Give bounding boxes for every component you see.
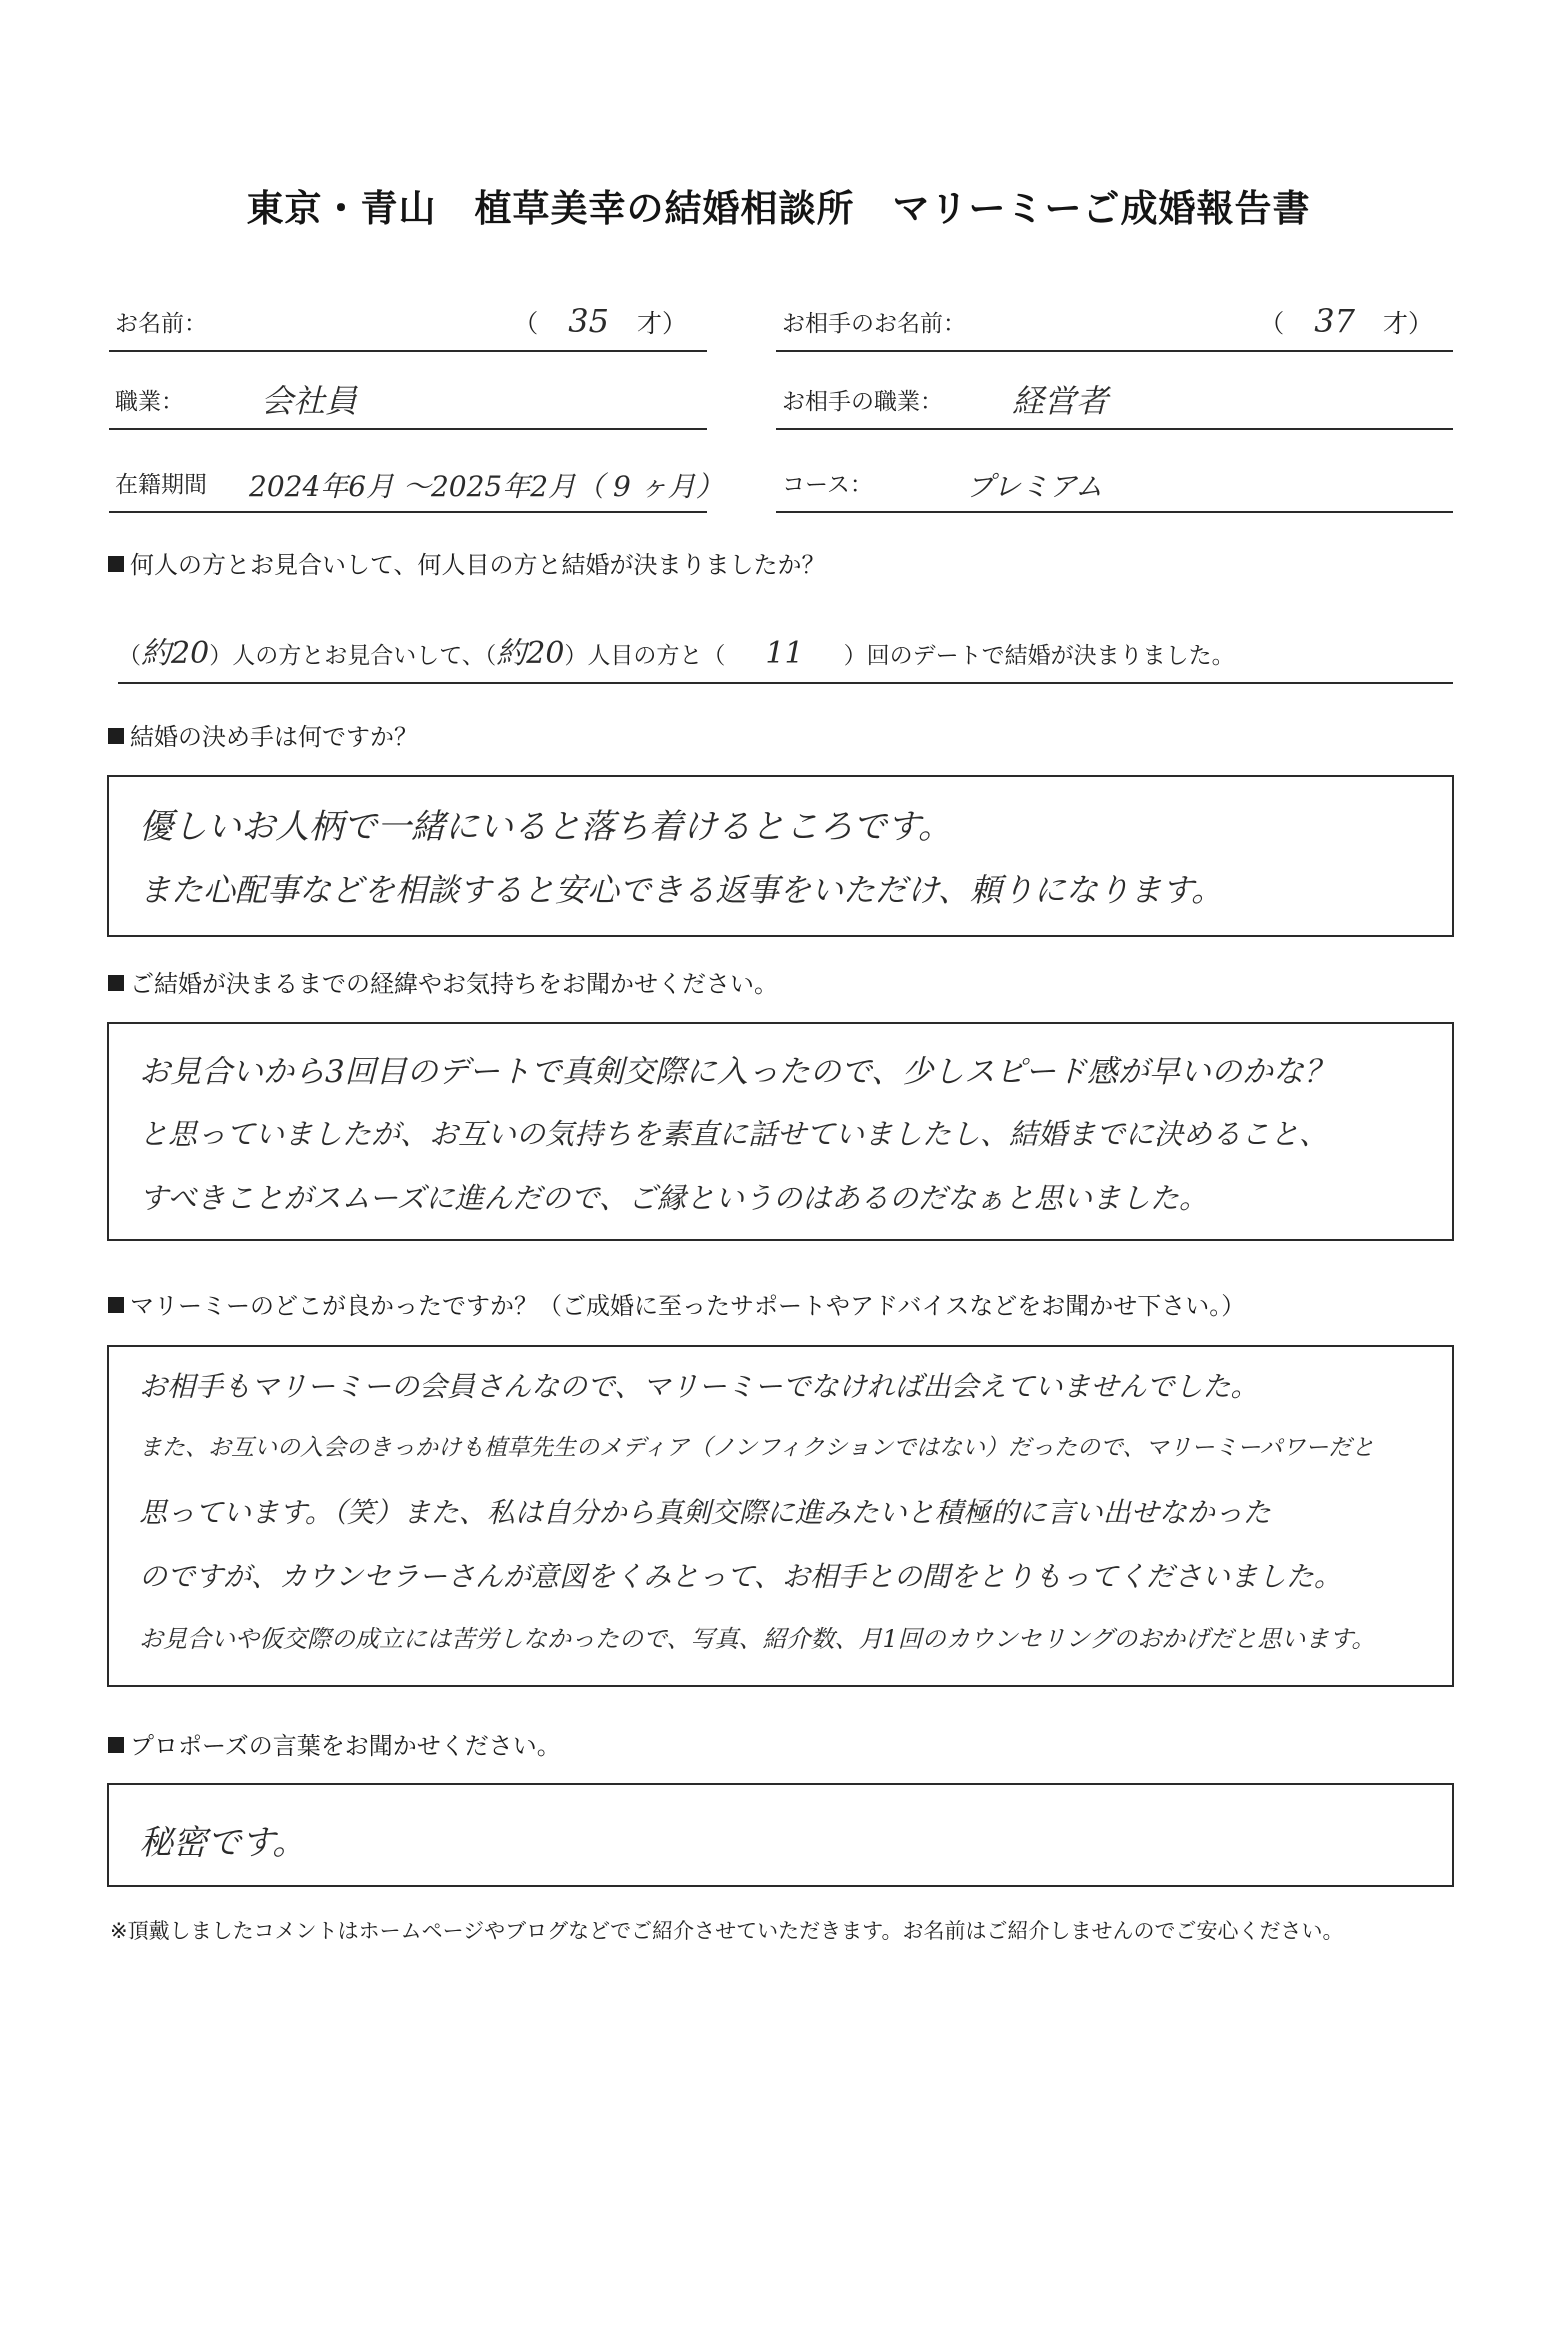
question-4 <box>108 1286 1245 1321</box>
name-label: お名前： <box>115 311 207 337</box>
age-open-paren: （ <box>513 309 539 338</box>
age-unit: 才） <box>636 309 687 338</box>
occupation-row <box>109 370 707 430</box>
answer-5-line: 秘密です。 <box>139 1823 307 1863</box>
enrollment-label: 在籍期間 <box>115 472 207 498</box>
answer-box-5 <box>107 1783 1454 1887</box>
count-text-2: ）人目の方と（ <box>564 643 726 669</box>
course-value: プレミアム <box>966 470 1103 503</box>
footnote: ※頂戴しましたコメントはホームページやブログなどでご紹介させていただきます。お名前はご紹介しませんのでご安心ください。 <box>110 1919 1344 1943</box>
course-label: コース： <box>782 472 873 498</box>
square-bullet-icon <box>108 1297 124 1313</box>
answer-box-3 <box>107 1022 1454 1241</box>
square-bullet-icon <box>108 728 124 744</box>
partner-occupation-row <box>776 370 1453 430</box>
partner-name-row <box>776 292 1453 352</box>
answer-2-line: また心配事などを相談すると安心できる返事をいただけ、頼りになります。 <box>139 871 1224 909</box>
course-row <box>776 453 1453 513</box>
partner-occupation-label: お相手の職業： <box>782 389 943 415</box>
occupation-label: 職業： <box>115 389 184 415</box>
partner-order-value: 約20 <box>496 636 565 671</box>
answer-2-line: 優しいお人柄で一緒にいると落ち着けるところです。 <box>139 807 952 847</box>
question-1 <box>108 545 826 580</box>
age-value: 35 <box>568 302 609 340</box>
answer-3-line: お見合いから3回目のデートで真剣交際に入ったので、少しスピード感が早いのかな？ <box>139 1054 1335 1090</box>
question-2-text: 結婚の決め手は何ですか？ <box>130 723 418 751</box>
answer-3-line: すべきことがスムーズに進んだので、ご縁というのはあるのだなぁと思いました。 <box>139 1181 1208 1215</box>
date-count-value: 11 <box>765 636 804 671</box>
partner-age-field <box>1259 302 1433 340</box>
count-answer-row <box>118 628 1453 684</box>
count-paren-1: （ <box>118 643 141 669</box>
answer-4-line: お見合いや仮交際の成立には苦労しなかったので、写真、紹介数、月1回のカウンセリングのおかげだと思います。 <box>139 1625 1376 1653</box>
enrollment-value: 2024年6月 〜2025年2月（ 9 ヶ月） <box>249 470 724 503</box>
answer-4-line: お相手もマリーミーの会員さんなので、マリーミーでなければ出会えていませんでした。 <box>139 1370 1259 1403</box>
count-text-3: ）回のデートで結婚が決まりました。 <box>843 643 1235 669</box>
question-3-text: ご結婚が決まるまでの経緯やお気持ちをお聞かせください。 <box>130 970 778 998</box>
square-bullet-icon <box>108 556 124 572</box>
answer-4-line: また、お互いの入会のきっかけも植草先生のメディア（ノンフィクションではない）だったので、マリーミーパワーだと <box>139 1435 1375 1461</box>
count-text-1: ）人の方とお見合いして、（ <box>209 643 497 669</box>
answer-4-line: のですが、カウンセラーさんが意図をくみとって、お相手との間をとりもってくださいました。 <box>139 1560 1342 1593</box>
page-title: 東京・青山 植草美幸の結婚相談所 マリーミーご成婚報告書 <box>246 187 1311 230</box>
question-5 <box>108 1726 561 1761</box>
square-bullet-icon <box>108 1737 124 1753</box>
answer-box-2 <box>107 775 1454 937</box>
partner-name-label: お相手のお名前： <box>782 311 966 337</box>
answer-4-line: 思っています。（笑）また、私は自分から真剣交際に進みたいと積極的に言い出せなかった <box>139 1496 1271 1529</box>
partner-occupation-value: 経営者 <box>1012 382 1109 420</box>
question-1-text: 何人の方とお見合いして、何人目の方と結婚が決まりましたか？ <box>130 551 826 579</box>
answer-3-line: と思っていましたが、お互いの気持ちを素直に話せていましたし、結婚までに決めること、 <box>139 1117 1329 1151</box>
partner-age-value: 37 <box>1314 302 1355 340</box>
partner-age-open-paren: （ <box>1259 309 1285 338</box>
question-4-text: マリーミーのどこが良かったですか？（ご成婚に至ったサポートやアドバイスなどをお聞かせ下さい。） <box>130 1292 1246 1320</box>
answer-box-4 <box>107 1345 1454 1687</box>
name-row <box>109 292 707 352</box>
omiai-count-value: 約20 <box>141 636 210 671</box>
enrollment-row <box>109 453 724 513</box>
question-2 <box>108 717 418 752</box>
age-field <box>513 302 687 340</box>
square-bullet-icon <box>108 975 124 991</box>
occupation-value: 会社員 <box>261 382 358 420</box>
question-5-text: プロポーズの言葉をお聞かせください。 <box>130 1732 561 1760</box>
partner-age-unit: 才） <box>1382 309 1433 338</box>
question-3 <box>108 964 778 999</box>
